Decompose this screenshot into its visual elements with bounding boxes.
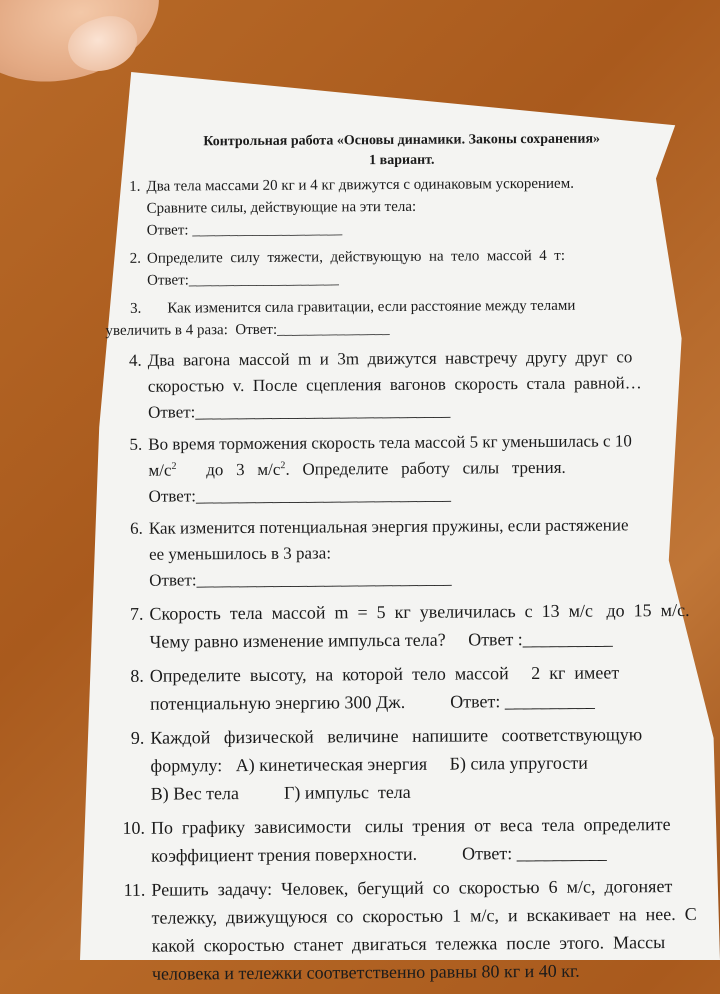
question-7 <box>107 596 702 656</box>
question-number: 5. <box>129 434 143 454</box>
variant-label: 1 вариант. <box>369 152 435 169</box>
question-number: 9. <box>130 727 145 748</box>
question-text: Два тела массами 20 кг и 4 кг движутся с одинаковым ускорением. <box>146 175 574 195</box>
question-10 <box>109 810 704 870</box>
superscript: 2 <box>171 460 177 472</box>
question-3 <box>105 294 700 342</box>
question-text: По графику зависимости силы трения от веса тела определите <box>150 814 671 838</box>
question-6 <box>107 512 703 594</box>
question-text: тележку, движущуюся со скоростью 1 м/с, и вскакивает на нее. С <box>151 903 697 928</box>
document-title: Контрольная работа «Основы динамики. Законы сохранения» <box>203 131 601 150</box>
question-number: 1. <box>129 178 141 195</box>
answer-line: Ответ:______________________________ <box>148 484 452 506</box>
question-text: потенциальную энергию 300 Дж. Ответ: __________ <box>150 690 595 714</box>
question-text: В) Вес тела Г) импульс тела <box>150 781 411 804</box>
answer-line: Ответ:____________________ <box>147 271 339 289</box>
question-text: Скорость тела массой m = 5 кг увеличилась с 13 м/с до 15 м/с. <box>149 599 690 624</box>
question-text: Два вагона массой m и 3m движутся навстречу другу друг со <box>147 347 633 370</box>
question-text: какой скоростью станет двигаться тележка после этого. Массы <box>151 932 666 956</box>
question-2 <box>105 244 700 292</box>
question-number: 10. <box>122 817 146 838</box>
superscript: 2 <box>280 460 286 472</box>
question-text: Сравните силы, действующие на эти тела: <box>146 198 417 217</box>
question-text: Во время торможения скорость тела массой 5 кг уменьшилась с 10 <box>148 431 632 454</box>
answer-line: Ответ:______________________________ <box>149 568 452 590</box>
question-1 <box>104 172 699 242</box>
question-text: до 3 м/с <box>176 459 281 480</box>
unit-text: м/с <box>148 460 172 480</box>
question-text: формулу: А) кинетическая энергия Б) сила упругости <box>150 752 588 776</box>
question-text: Решить задачу: Человек, бегущий со скоростью 6 м/с, догоняет <box>151 876 673 900</box>
question-number: 7. <box>129 603 144 624</box>
answer-line: Ответ: ____________________ <box>146 221 343 239</box>
question-text: . Определите работу силы трения. <box>285 457 566 479</box>
question-text: скоростью v. После сцепления вагонов скорость стала равной… <box>147 373 642 396</box>
question-text: Как изменится потенциальная энергия пружины, если растяжение <box>148 515 629 538</box>
answer-line: Ответ:______________________________ <box>147 400 451 422</box>
question-text: человека и тележки соответственно равны 80 кг и 40 кг. <box>151 960 580 984</box>
question-number: 8. <box>130 665 144 686</box>
question-number: 11. <box>123 879 146 900</box>
question-number: 2. <box>129 250 142 267</box>
question-4 <box>106 344 702 426</box>
question-text: Определите силу тяжести, действующую на тело массой 4 т: <box>146 247 566 267</box>
question-8 <box>108 658 703 718</box>
question-text: Определите высоту, на которой тело массой 2 кг имеет <box>149 662 620 686</box>
question-text: ее уменьшилось в 3 раза: <box>148 543 332 564</box>
question-text: Чему равно изменение импульса тела? Ответ :__________ <box>149 628 613 652</box>
question-11 <box>109 872 705 988</box>
question-5 <box>106 428 702 510</box>
question-text: коэффициент трения поверхности. Ответ: __________ <box>151 842 607 866</box>
question-text: увеличить в 4 раза: Ответ:_______________ <box>105 321 390 339</box>
question-number: 3. <box>130 300 142 317</box>
question-text: Каждой физической величине напишите соответствующую <box>150 724 643 748</box>
question-text <box>148 454 701 484</box>
question-9 <box>108 720 704 808</box>
question-number: 4. <box>128 350 142 370</box>
question-text: Как изменится сила гравитации, если расстояние между телами <box>167 297 576 317</box>
question-number: 6. <box>130 518 143 538</box>
test-document <box>104 116 705 994</box>
